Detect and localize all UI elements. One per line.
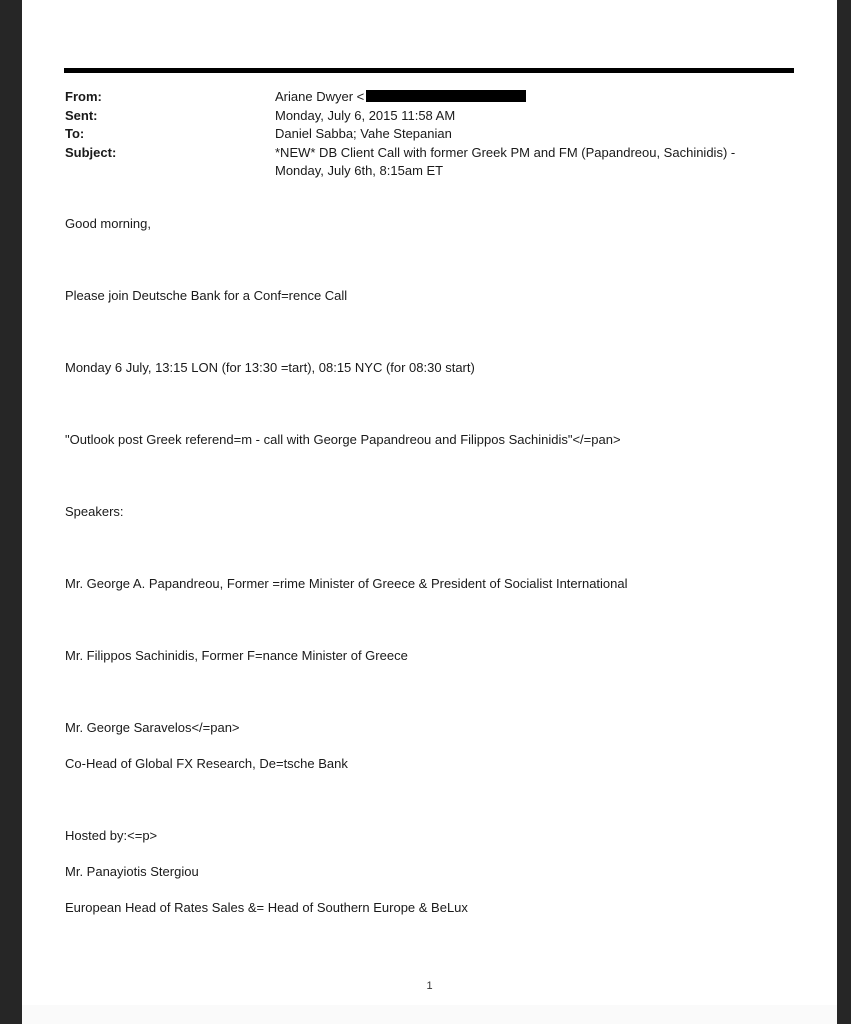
body-paragraph: Speakers: (65, 504, 124, 519)
from-value (275, 88, 805, 107)
body-paragraph: Mr. George Saravelos</=pan> (65, 720, 240, 735)
body-paragraph: Good morning, (65, 216, 151, 231)
to-label: To: (65, 126, 85, 141)
header-row-subject (65, 144, 805, 181)
subject-line-2: Monday, July 6th, 8:15am ET (275, 163, 444, 178)
body-paragraph: Please join Deutsche Bank for a Conf=rence Call (65, 288, 348, 303)
from-label: From: (65, 89, 102, 104)
subject-label: Subject: (65, 144, 117, 160)
body-paragraph: "Outlook post Greek referend=m - call with George Papandreou and Filippos Sachinidis"</=pan> (65, 432, 621, 447)
sent-label: Sent: (65, 107, 98, 123)
body-paragraph: Mr. George A. Papandreou, Former =rime Minister of Greece & President of Socialist International (65, 576, 628, 591)
from-name: Ariane Dwyer < (275, 89, 365, 104)
email-body (65, 215, 805, 916)
body-paragraph: Mr. Filippos Sachinidis, Former F=nance Minister of Greece (65, 648, 408, 663)
page-number: 1 (426, 980, 433, 992)
body-paragraph: European Head of Rates Sales &= Head of Southern Europe & BeLux (65, 900, 468, 915)
to-value: Daniel Sabba; Vahe Stepanian (275, 126, 452, 141)
subject-value (275, 144, 805, 181)
header-row-to (65, 125, 805, 144)
body-paragraph: Mr. Panayiotis Stergiou (65, 864, 199, 879)
email-header-block (65, 88, 805, 181)
body-paragraph: Co-Head of Global FX Research, De=tsche Bank (65, 756, 348, 771)
header-row-from (65, 88, 805, 107)
page-bottom-edge (22, 1005, 837, 1024)
redacted-email-bar (366, 90, 526, 102)
sent-value: Monday, July 6, 2015 11:58 AM (275, 107, 456, 123)
body-paragraph: Hosted by:<=p> (65, 828, 158, 843)
header-divider-rule (64, 68, 794, 73)
subject-line-1: *NEW* DB Client Call with former Greek PM and FM (Papandreou, Sachinidis) - (275, 144, 736, 160)
header-row-sent (65, 107, 805, 126)
document-page (22, 0, 837, 1024)
body-paragraph: Monday 6 July, 13:15 LON (for 13:30 =tart), 08:15 NYC (for 08:30 start) (65, 360, 475, 375)
